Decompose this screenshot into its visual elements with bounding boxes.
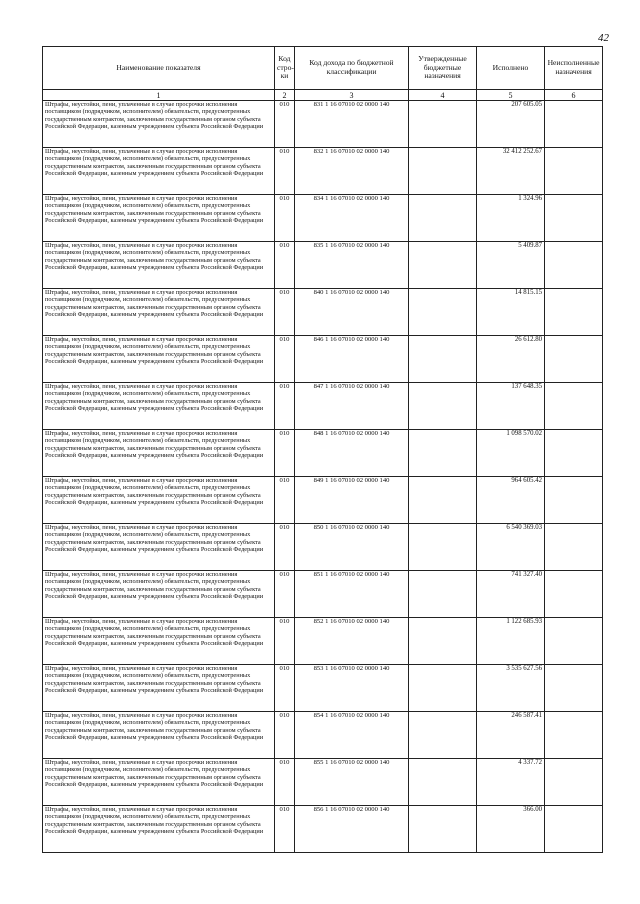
approved-amount [409, 524, 477, 571]
column-number-row [43, 90, 603, 101]
table-row [43, 524, 603, 571]
table-row [43, 759, 603, 806]
approved-amount [409, 712, 477, 759]
report-table [42, 46, 603, 853]
approved-amount [409, 101, 477, 148]
table-row [43, 806, 603, 853]
column-number: 4 [409, 90, 477, 101]
table-row [43, 571, 603, 618]
table-row [43, 195, 603, 242]
header-approved: Утвержденные бюджетные назначения [409, 47, 477, 90]
approved-amount [409, 383, 477, 430]
income-code: 854 1 16 07010 02 0000 140 [295, 712, 409, 759]
income-code: 852 1 16 07010 02 0000 140 [295, 618, 409, 665]
indicator-name: Штрафы, неустойки, пени, уплаченные в случае просрочки исполнения поставщиком (подрядчиком, исполнителем) обязательств, предусмотренных государственным контрактом, заключенным государственным органом субъекта Российской Федерации, казенным учреждением субъекта Российской Федерации [43, 759, 275, 806]
table-row [43, 383, 603, 430]
executed-amount: 1 122 685.93 [477, 618, 545, 665]
approved-amount [409, 242, 477, 289]
unexecuted-amount [545, 383, 603, 430]
indicator-name: Штрафы, неустойки, пени, уплаченные в случае просрочки исполнения поставщиком (подрядчиком, исполнителем) обязательств, предусмотренных государственным контрактом, заключенным государственным органом субъекта Российской Федерации, казенным учреждением субъекта Российской Федерации [43, 430, 275, 477]
unexecuted-amount [545, 477, 603, 524]
indicator-name: Штрафы, неустойки, пени, уплаченные в случае просрочки исполнения поставщиком (подрядчиком, исполнителем) обязательств, предусмотренных государственным контрактом, заключенным государственным органом субъекта Российской Федерации, казенным учреждением субъекта Российской Федерации [43, 101, 275, 148]
approved-amount [409, 759, 477, 806]
line-code: 010 [275, 289, 295, 336]
indicator-name: Штрафы, неустойки, пени, уплаченные в случае просрочки исполнения поставщиком (подрядчиком, исполнителем) обязательств, предусмотренных государственным контрактом, заключенным государственным органом субъекта Российской Федерации, казенным учреждением субъекта Российской Федерации [43, 242, 275, 289]
unexecuted-amount [545, 712, 603, 759]
income-code: 855 1 16 07010 02 0000 140 [295, 759, 409, 806]
income-code: 831 1 16 07010 02 0000 140 [295, 101, 409, 148]
line-code: 010 [275, 477, 295, 524]
executed-amount: 14 815.15 [477, 289, 545, 336]
income-code: 851 1 16 07010 02 0000 140 [295, 571, 409, 618]
line-code: 010 [275, 618, 295, 665]
table-row [43, 336, 603, 383]
approved-amount [409, 336, 477, 383]
table-row [43, 618, 603, 665]
executed-amount: 246 587.41 [477, 712, 545, 759]
column-number: 5 [477, 90, 545, 101]
table-row [43, 665, 603, 712]
indicator-name: Штрафы, неустойки, пени, уплаченные в случае просрочки исполнения поставщиком (подрядчиком, исполнителем) обязательств, предусмотренных государственным контрактом, заключенным государственным органом субъекта Российской Федерации, казенным учреждением субъекта Российской Федерации [43, 571, 275, 618]
line-code: 010 [275, 806, 295, 853]
unexecuted-amount [545, 242, 603, 289]
header-income-code: Код дохода по бюджетной классификации [295, 47, 409, 90]
unexecuted-amount [545, 289, 603, 336]
header-row [43, 47, 603, 90]
income-code: 850 1 16 07010 02 0000 140 [295, 524, 409, 571]
line-code: 010 [275, 195, 295, 242]
executed-amount: 741 327.40 [477, 571, 545, 618]
indicator-name: Штрафы, неустойки, пени, уплаченные в случае просрочки исполнения поставщиком (подрядчиком, исполнителем) обязательств, предусмотренных государственным контрактом, заключенным государственным органом субъекта Российской Федерации, казенным учреждением субъекта Российской Федерации [43, 806, 275, 853]
indicator-name: Штрафы, неустойки, пени, уплаченные в случае просрочки исполнения поставщиком (подрядчиком, исполнителем) обязательств, предусмотренных государственным контрактом, заключенным государственным органом субъекта Российской Федерации, казенным учреждением субъекта Российской Федерации [43, 289, 275, 336]
indicator-name: Штрафы, неустойки, пени, уплаченные в случае просрочки исполнения поставщиком (подрядчиком, исполнителем) обязательств, предусмотренных государственным контрактом, заключенным государственным органом субъекта Российской Федерации, казенным учреждением субъекта Российской Федерации [43, 712, 275, 759]
line-code: 010 [275, 712, 295, 759]
approved-amount [409, 806, 477, 853]
unexecuted-amount [545, 759, 603, 806]
unexecuted-amount [545, 336, 603, 383]
executed-amount: 3 535 627.56 [477, 665, 545, 712]
table-row [43, 148, 603, 195]
table-row [43, 242, 603, 289]
line-code: 010 [275, 101, 295, 148]
column-number: 3 [295, 90, 409, 101]
line-code: 010 [275, 430, 295, 477]
indicator-name: Штрафы, неустойки, пени, уплаченные в случае просрочки исполнения поставщиком (подрядчиком, исполнителем) обязательств, предусмотренных государственным контрактом, заключенным государственным органом субъекта Российской Федерации, казенным учреждением субъекта Российской Федерации [43, 383, 275, 430]
income-code: 832 1 16 07010 02 0000 140 [295, 148, 409, 195]
indicator-name: Штрафы, неустойки, пени, уплаченные в случае просрочки исполнения поставщиком (подрядчиком, исполнителем) обязательств, предусмотренных государственным контрактом, заключенным государственным органом субъекта Российской Федерации, казенным учреждением субъекта Российской Федерации [43, 477, 275, 524]
unexecuted-amount [545, 665, 603, 712]
income-code: 846 1 16 07010 02 0000 140 [295, 336, 409, 383]
table-row [43, 712, 603, 759]
income-code: 856 1 16 07010 02 0000 140 [295, 806, 409, 853]
line-code: 010 [275, 336, 295, 383]
income-code: 853 1 16 07010 02 0000 140 [295, 665, 409, 712]
approved-amount [409, 618, 477, 665]
executed-amount: 6 540 369.03 [477, 524, 545, 571]
header-name: Наименование показателя [43, 47, 275, 90]
unexecuted-amount [545, 101, 603, 148]
approved-amount [409, 430, 477, 477]
approved-amount [409, 571, 477, 618]
executed-amount: 4 337.72 [477, 759, 545, 806]
table-body [43, 101, 603, 853]
approved-amount [409, 665, 477, 712]
executed-amount: 137 648.35 [477, 383, 545, 430]
unexecuted-amount [545, 195, 603, 242]
approved-amount [409, 148, 477, 195]
table-row [43, 289, 603, 336]
line-code: 010 [275, 148, 295, 195]
table-row [43, 430, 603, 477]
column-number: 2 [275, 90, 295, 101]
line-code: 010 [275, 242, 295, 289]
line-code: 010 [275, 665, 295, 712]
executed-amount: 1 324.96 [477, 195, 545, 242]
table-row [43, 101, 603, 148]
table-row [43, 477, 603, 524]
line-code: 010 [275, 383, 295, 430]
indicator-name: Штрафы, неустойки, пени, уплаченные в случае просрочки исполнения поставщиком (подрядчиком, исполнителем) обязательств, предусмотренных государственным контрактом, заключенным государственным органом субъекта Российской Федерации, казенным учреждением субъекта Российской Федерации [43, 195, 275, 242]
approved-amount [409, 195, 477, 242]
indicator-name: Штрафы, неустойки, пени, уплаченные в случае просрочки исполнения поставщиком (подрядчиком, исполнителем) обязательств, предусмотренных государственным контрактом, заключенным государственным органом субъекта Российской Федерации, казенным учреждением субъекта Российской Федерации [43, 665, 275, 712]
income-code: 840 1 16 07010 02 0000 140 [295, 289, 409, 336]
executed-amount: 1 098 570.02 [477, 430, 545, 477]
unexecuted-amount [545, 524, 603, 571]
indicator-name: Штрафы, неустойки, пени, уплаченные в случае просрочки исполнения поставщиком (подрядчиком, исполнителем) обязательств, предусмотренных государственным контрактом, заключенным государственным органом субъекта Российской Федерации, казенным учреждением субъекта Российской Федерации [43, 336, 275, 383]
indicator-name: Штрафы, неустойки, пени, уплаченные в случае просрочки исполнения поставщиком (подрядчиком, исполнителем) обязательств, предусмотренных государственным контрактом, заключенным государственным органом субъекта Российской Федерации, казенным учреждением субъекта Российской Федерации [43, 618, 275, 665]
line-code: 010 [275, 571, 295, 618]
column-number: 1 [43, 90, 275, 101]
line-code: 010 [275, 524, 295, 571]
approved-amount [409, 477, 477, 524]
unexecuted-amount [545, 430, 603, 477]
header-unexecuted: Неисполненные назначения [545, 47, 603, 90]
executed-amount: 366.00 [477, 806, 545, 853]
indicator-name: Штрафы, неустойки, пени, уплаченные в случае просрочки исполнения поставщиком (подрядчиком, исполнителем) обязательств, предусмотренных государственным контрактом, заключенным государственным органом субъекта Российской Федерации, казенным учреждением субъекта Российской Федерации [43, 148, 275, 195]
income-code: 848 1 16 07010 02 0000 140 [295, 430, 409, 477]
income-code: 835 1 16 07010 02 0000 140 [295, 242, 409, 289]
unexecuted-amount [545, 806, 603, 853]
unexecuted-amount [545, 618, 603, 665]
executed-amount: 207 605.05 [477, 101, 545, 148]
unexecuted-amount [545, 571, 603, 618]
header-executed: Исполнено [477, 47, 545, 90]
executed-amount: 26 612.80 [477, 336, 545, 383]
line-code: 010 [275, 759, 295, 806]
executed-amount: 5 409.87 [477, 242, 545, 289]
page-number: 42 [598, 32, 609, 44]
column-number: 6 [545, 90, 603, 101]
indicator-name: Штрафы, неустойки, пени, уплаченные в случае просрочки исполнения поставщиком (подрядчиком, исполнителем) обязательств, предусмотренных государственным контрактом, заключенным государственным органом субъекта Российской Федерации, казенным учреждением субъекта Российской Федерации [43, 524, 275, 571]
income-code: 849 1 16 07010 02 0000 140 [295, 477, 409, 524]
income-code: 834 1 16 07010 02 0000 140 [295, 195, 409, 242]
executed-amount: 964 605.42 [477, 477, 545, 524]
approved-amount [409, 289, 477, 336]
income-code: 847 1 16 07010 02 0000 140 [295, 383, 409, 430]
unexecuted-amount [545, 148, 603, 195]
executed-amount: 32 412 252.67 [477, 148, 545, 195]
header-line-code: Код стро-ки [275, 47, 295, 90]
